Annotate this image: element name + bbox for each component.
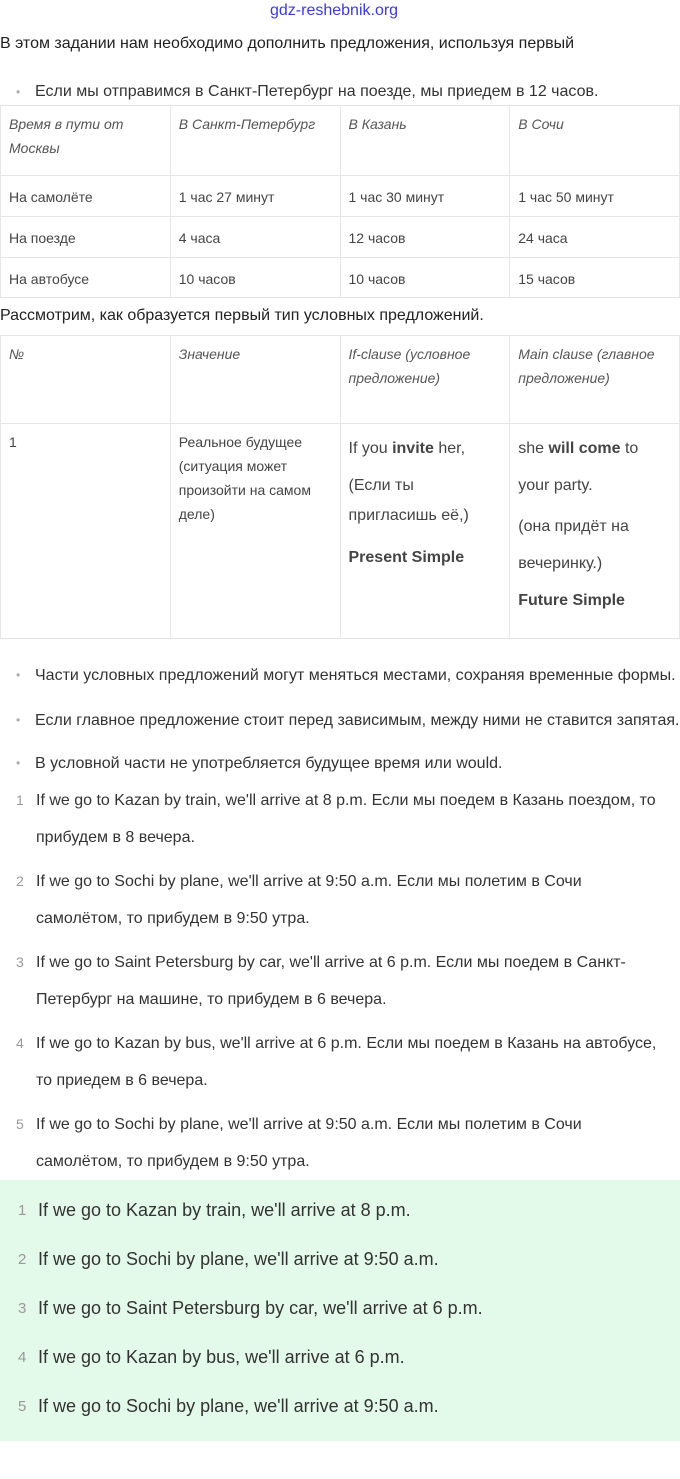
item-text: If we go to Sochi by plane, we'll arrive at 9:50 a.m. Если мы полетим в Сочи самолётом, то прибудем в 9:50 утра.	[36, 873, 582, 927]
header-cell: Время в пути от Москвы	[1, 106, 171, 176]
rule-bullet	[0, 745, 680, 782]
item-number: 5	[16, 1116, 24, 1132]
table-cell: Реальное будущее (ситуация может произойти на самом деле)	[170, 424, 340, 639]
header-cell: В Казань	[340, 106, 510, 176]
translation-item	[0, 863, 680, 937]
table-cell: На самолёте	[1, 176, 171, 217]
main-text: she	[518, 440, 549, 457]
main-text: to your party.	[518, 440, 639, 494]
item-number: 1	[18, 1202, 27, 1219]
item-number: 3	[16, 954, 24, 970]
main-tense: Future Simple	[518, 592, 625, 609]
table-cell: 1 час 50 минут	[510, 176, 680, 217]
item-text: If we go to Sochi by plane, we'll arrive at 9:50 a.m. Если мы полетим в Сочи самолётом, то прибудем в 9:50 утра.	[36, 1116, 582, 1170]
table-cell: 1	[1, 424, 171, 639]
header-cell: If-clause (условное предложение)	[340, 336, 510, 424]
item-number: 2	[18, 1251, 27, 1268]
table-cell: На поезде	[1, 217, 171, 258]
item-number: 5	[18, 1398, 27, 1415]
item-text: If we go to Kazan by bus, we'll arrive at 6 p.m.	[38, 1347, 405, 1367]
item-number: 2	[16, 873, 24, 889]
travel-time-table	[0, 105, 680, 298]
item-text: If we go to Kazan by train, we'll arrive at 8 p.m.	[38, 1200, 411, 1220]
item-text: If we go to Saint Petersburg by car, we'll arrive at 6 p.m. Если мы поедем в Санкт-Петербург на машине, то прибудем в 6 вечера.	[36, 954, 626, 1008]
table-cell: 15 часов	[510, 258, 680, 298]
item-text: If we go to Kazan by bus, we'll arrive at 6 p.m. Если мы поедем в Казань на автобусе, то приедем в 6 вечера.	[36, 1035, 657, 1089]
bullet-icon: •	[16, 756, 21, 770]
table-header-row	[1, 106, 680, 176]
item-text: If we go to Sochi by plane, we'll arrive at 9:50 a.m.	[38, 1249, 439, 1269]
bullet-text: Части условных предложений могут меняться местами, сохраняя временные формы.	[35, 667, 676, 684]
table-cell: 1 час 27 минут	[170, 176, 340, 217]
header-cell: В Сочи	[510, 106, 680, 176]
if-verb: invite	[392, 440, 434, 457]
table-cell: 4 часа	[170, 217, 340, 258]
item-number: 4	[18, 1349, 27, 1366]
answer-box	[0, 1180, 680, 1441]
rule-bullet	[0, 657, 680, 694]
if-tense: Present Simple	[348, 549, 465, 566]
grammar-table	[0, 335, 680, 639]
main-verb: will come	[548, 440, 621, 457]
if-translation: (Если ты пригласишь её,)	[348, 477, 469, 524]
answer-item	[0, 1382, 680, 1431]
item-number: 3	[18, 1300, 27, 1317]
rule-bullet	[0, 702, 680, 739]
intro-text: В этом задании нам необходимо дополнить предложения, используя первый	[0, 35, 575, 52]
table-row	[1, 176, 680, 217]
item-text: If we go to Sochi by plane, we'll arrive at 9:50 a.m.	[38, 1396, 439, 1416]
translation-item	[0, 944, 680, 1018]
header-cell: В Санкт-Петербург	[170, 106, 340, 176]
bullet-text: В условной части не употребляется будущее время или would.	[35, 755, 503, 772]
translation-item	[0, 782, 680, 856]
table-row	[1, 424, 680, 639]
translation-item	[0, 1106, 680, 1180]
table-cell: 12 часов	[340, 217, 510, 258]
if-text: If you	[348, 440, 393, 457]
main-clause-cell	[510, 424, 680, 639]
consider-text: Рассмотрим, как образуется первый тип условных предложений.	[0, 307, 484, 324]
translation-item	[0, 1025, 680, 1099]
item-number: 4	[16, 1035, 24, 1051]
table-cell: 10 часов	[340, 258, 510, 298]
answer-item	[0, 1235, 680, 1284]
item-text: If we go to Kazan by train, we'll arrive at 8 p.m. Если мы поедем в Казань поездом, то прибудем в 8 вечера.	[36, 792, 656, 846]
table-row	[1, 217, 680, 258]
example-bullet	[0, 81, 680, 103]
table-cell: На автобусе	[1, 258, 171, 298]
bullet-icon: •	[16, 668, 21, 682]
answer-item	[0, 1186, 680, 1235]
if-text: her,	[433, 440, 466, 457]
table-row	[1, 258, 680, 298]
table-cell: 24 часа	[510, 217, 680, 258]
answer-item	[0, 1284, 680, 1333]
bullet-icon: •	[16, 713, 21, 727]
if-clause-cell	[340, 424, 510, 639]
watermark-header: gdz-reshebnik.org	[270, 2, 399, 19]
item-number: 1	[16, 792, 24, 808]
header-cell: №	[1, 336, 171, 424]
bullet-icon: •	[16, 85, 21, 99]
answer-item	[0, 1333, 680, 1382]
item-text: If we go to Saint Petersburg by car, we'll arrive at 6 p.m.	[38, 1298, 483, 1318]
table-cell: 1 час 30 минут	[340, 176, 510, 217]
header-cell: Значение	[170, 336, 340, 424]
main-translation: (она придёт на вечеринку.)	[518, 518, 629, 572]
table-cell: 10 часов	[170, 258, 340, 298]
bullet-text: Если главное предложение стоит перед зависимым, между ними не ставится запятая.	[35, 712, 680, 729]
table-header-row	[1, 336, 680, 424]
bullet-text: Если мы отправимся в Санкт-Петербург на поезде, мы приедем в 12 часов.	[35, 83, 599, 100]
header-cell: Main clause (главное предложение)	[510, 336, 680, 424]
